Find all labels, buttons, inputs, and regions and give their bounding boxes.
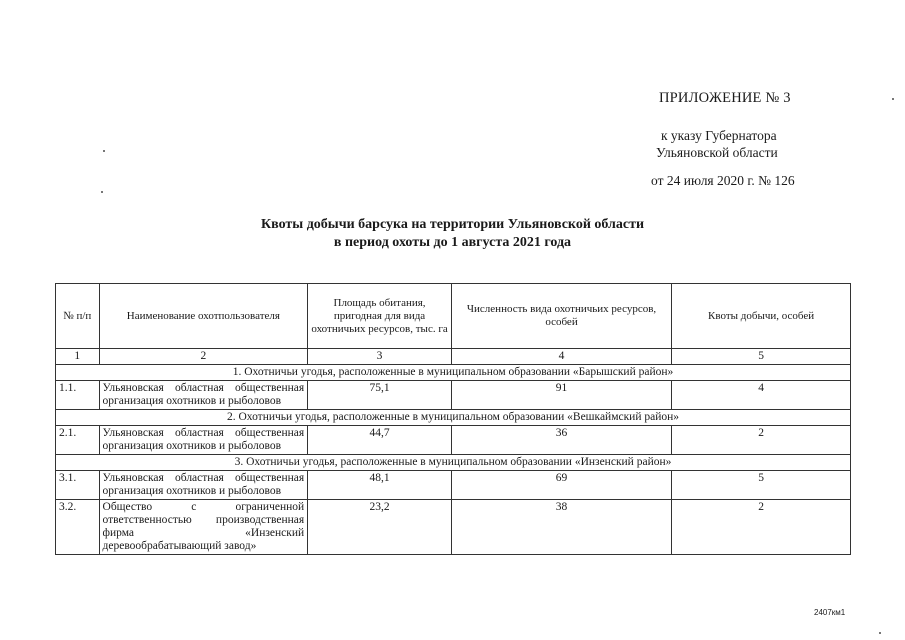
- population-value: 91: [451, 381, 671, 410]
- scan-speck: [101, 191, 103, 193]
- column-number: 1: [56, 349, 100, 365]
- header-population: Численность вида охотничьих ресурсов, особей: [451, 284, 671, 349]
- quota-table: [55, 283, 851, 555]
- table-row: [56, 500, 851, 555]
- section-title: 2. Охотничьи угодья, расположенные в муниципальном образовании «Вешкаймский район»: [56, 410, 851, 426]
- row-number: 3.2.: [56, 500, 100, 555]
- decree-reference-line-1: к указу Губернатора: [661, 128, 777, 143]
- scan-speck: [103, 150, 105, 152]
- hunting-user-name: Ульяновская областная общественная организация охотников и рыболовов: [99, 426, 308, 455]
- table-row: [56, 426, 851, 455]
- quota-value: 2: [672, 426, 851, 455]
- column-number-row: [56, 349, 851, 365]
- scan-speck: [892, 98, 894, 100]
- header-row: [56, 284, 851, 349]
- hunting-user-name: Ульяновская областная общественная организация охотников и рыболовов: [99, 471, 308, 500]
- header-number: № п/п: [56, 284, 100, 349]
- section-title: 3. Охотничьи угодья, расположенные в муниципальном образовании «Инзенский район»: [56, 455, 851, 471]
- row-number: 3.1.: [56, 471, 100, 500]
- population-value: 38: [451, 500, 671, 555]
- section-row: [56, 365, 851, 381]
- hunting-user-name: Общество с ограниченной ответственностью производственная фирма «Инзенский деревообрабатывающий завод»: [99, 500, 308, 555]
- decree-reference-line-2: Ульяновской области: [656, 145, 778, 160]
- column-number: 4: [451, 349, 671, 365]
- column-number: 2: [99, 349, 308, 365]
- title-line-2: в период охоты до 1 августа 2021 года: [333, 235, 572, 250]
- table-row: [56, 381, 851, 410]
- header-habitat-area: Площадь обитания, пригодная для вида охотничьих ресурсов, тыс. га: [308, 284, 452, 349]
- section-row: [56, 410, 851, 426]
- title-line-1: Квоты добычи барсука на территории Ульяновской области: [260, 217, 645, 232]
- document-code: 2407км1: [814, 608, 846, 617]
- section-row: [56, 455, 851, 471]
- section-title: 1. Охотничьи угодья, расположенные в муниципальном образовании «Барышский район»: [56, 365, 851, 381]
- column-number: 3: [308, 349, 452, 365]
- habitat-area-value: 75,1: [308, 381, 452, 410]
- decree-date-line: от 24 июля 2020 г. № 126: [651, 173, 795, 188]
- habitat-area-value: 23,2: [308, 500, 452, 555]
- population-value: 69: [451, 471, 671, 500]
- quota-value: 5: [672, 471, 851, 500]
- habitat-area-value: 48,1: [308, 471, 452, 500]
- table-row: [56, 471, 851, 500]
- scan-speck: [879, 632, 881, 634]
- column-number: 5: [672, 349, 851, 365]
- quota-value: 4: [672, 381, 851, 410]
- habitat-area-value: 44,7: [308, 426, 452, 455]
- document-title: [0, 216, 905, 252]
- hunting-user-name: Ульяновская областная общественная организация охотников и рыболовов: [99, 381, 308, 410]
- header-hunting-user: Наименование охотпользователя: [99, 284, 308, 349]
- appendix-label: ПРИЛОЖЕНИЕ № 3: [659, 90, 791, 106]
- header-quota: Квоты добычи, особей: [672, 284, 851, 349]
- population-value: 36: [451, 426, 671, 455]
- row-number: 2.1.: [56, 426, 100, 455]
- row-number: 1.1.: [56, 381, 100, 410]
- quota-value: 2: [672, 500, 851, 555]
